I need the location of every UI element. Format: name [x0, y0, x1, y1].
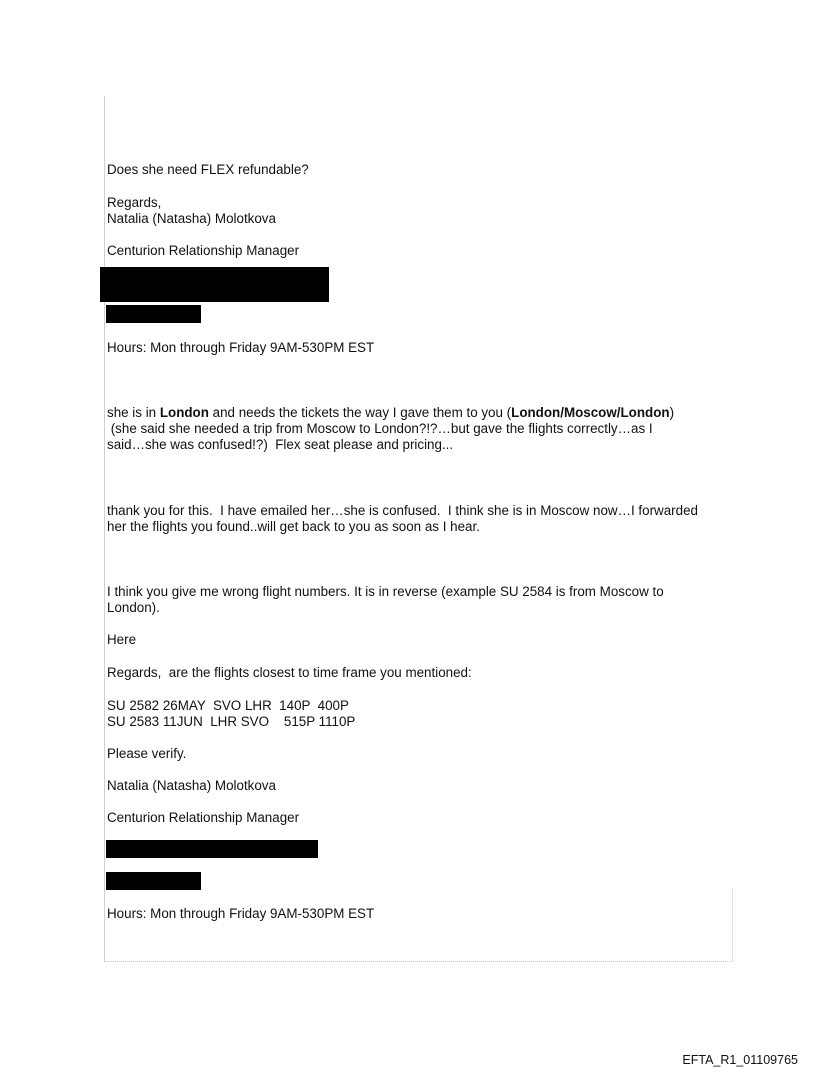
message-line: [107, 405, 674, 422]
message-line: Here: [107, 632, 137, 647]
redaction-block: [100, 267, 329, 302]
text-span: and needs the tickets the way I gave them to you (: [208, 405, 512, 420]
email-frame-bottom-border: [104, 961, 732, 962]
sender-title: Centurion Relationship Manager: [107, 810, 300, 825]
regards-text: Regards,: [107, 195, 162, 210]
office-hours: Hours: Mon through Friday 9AM-530PM EST: [107, 340, 375, 355]
text-span: ): [669, 405, 675, 420]
redaction-block: [106, 872, 201, 890]
question-text: Does she need FLEX refundable?: [107, 162, 309, 177]
document-id: EFTA_R1_01109765: [682, 1053, 798, 1067]
sender-name: Natalia (Natasha) Molotkova: [107, 211, 276, 226]
message-line: Regards, are the flights closest to time frame you mentioned:: [107, 665, 472, 680]
sender-title: Centurion Relationship Manager: [107, 243, 300, 258]
sender-name: Natalia (Natasha) Molotkova: [107, 778, 276, 793]
flight-line: SU 2582 26MAY SVO LHR 140P 400P: [107, 698, 349, 713]
verify-text: Please verify.: [107, 746, 187, 761]
message-line: her the flights you found..will get back to you as soon as I hear.: [107, 519, 480, 534]
redaction-block: [106, 305, 201, 323]
bold-text: London/Moscow/London: [511, 405, 670, 420]
message-line: thank you for this. I have emailed her…she is confused. I think she is in Moscow now…I forwarded: [107, 503, 698, 518]
message-line: said…she was confused!?) Flex seat please and pricing...: [107, 437, 454, 452]
email-frame-right-border: [732, 888, 733, 961]
redaction-block: [106, 840, 318, 858]
text-span: she is in: [107, 405, 160, 420]
message-line: London).: [107, 600, 160, 615]
flight-line: SU 2583 11JUN LHR SVO 515P 1110P: [107, 714, 356, 729]
office-hours: Hours: Mon through Friday 9AM-530PM EST: [107, 906, 375, 921]
email-frame-left-border: [104, 96, 105, 962]
message-line: I think you give me wrong flight numbers. It is in reverse (example SU 2584 is from Moscow to: [107, 584, 664, 599]
message-line: (she said she needed a trip from Moscow to London?!?…but gave the flights correctly…as I: [107, 421, 653, 436]
bold-text: London: [159, 405, 209, 420]
